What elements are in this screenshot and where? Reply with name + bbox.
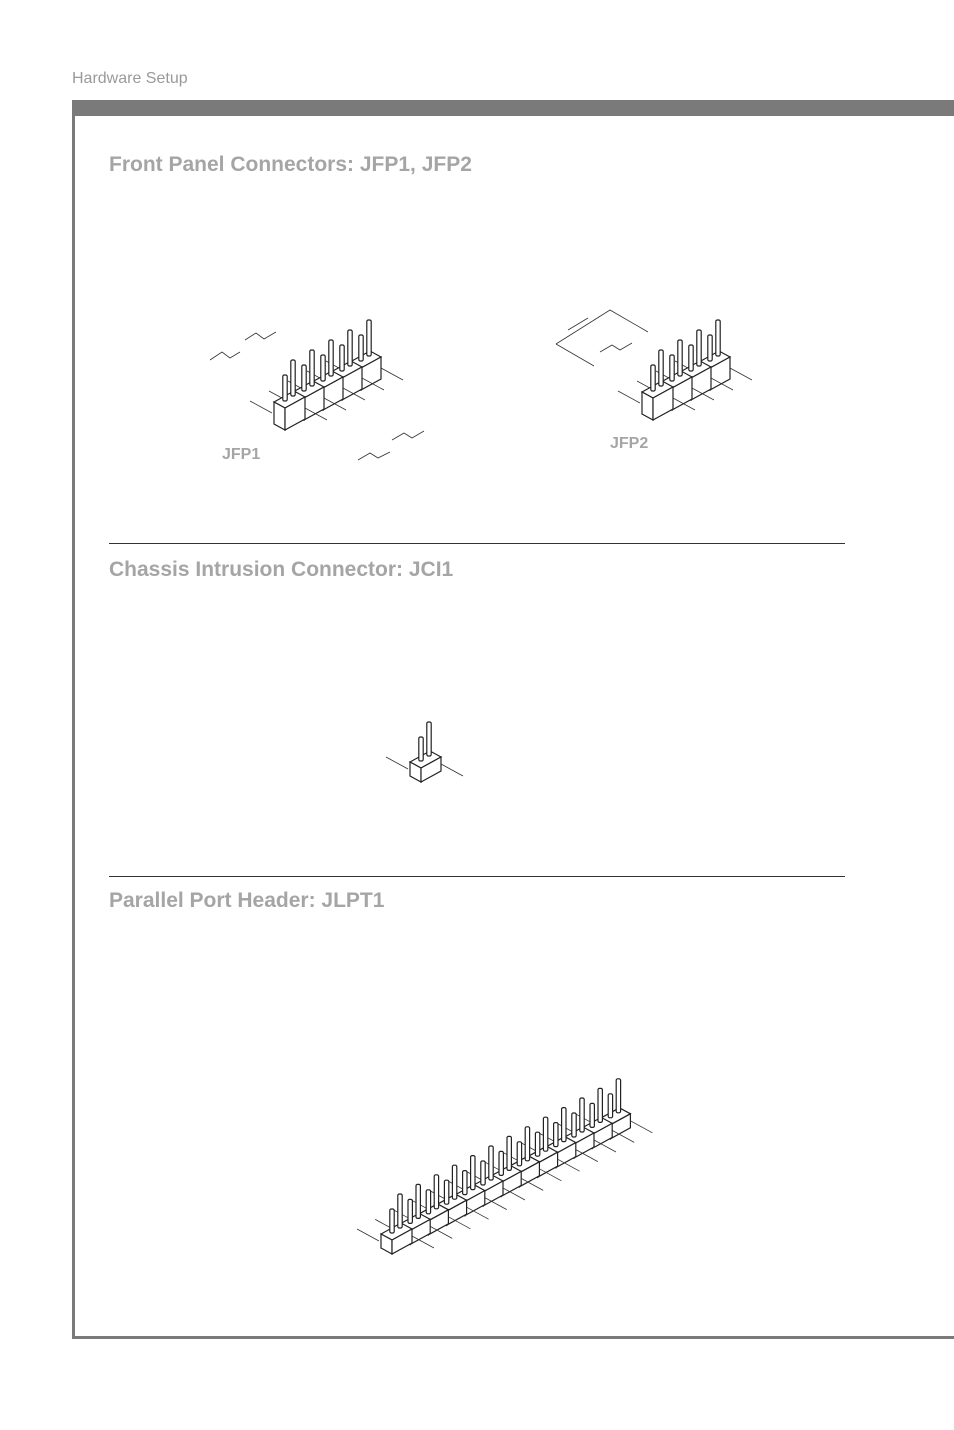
header-pin xyxy=(608,1094,612,1118)
jfp1-leader-line xyxy=(210,352,240,360)
jfp2-bracket-line xyxy=(556,344,594,366)
jfp1-leader-line xyxy=(392,431,424,440)
header-pin xyxy=(525,1127,529,1161)
header-pin xyxy=(329,340,333,376)
header-pin xyxy=(416,1184,420,1218)
jci1-connector-diagram xyxy=(386,722,463,782)
header-pin xyxy=(359,335,363,361)
header-pin xyxy=(499,1151,503,1175)
header-pin xyxy=(507,1136,511,1170)
header-pin xyxy=(598,1088,602,1122)
header-pin xyxy=(543,1117,547,1151)
header-pin xyxy=(471,1156,475,1190)
header-pin xyxy=(580,1098,584,1132)
header-pin xyxy=(291,360,295,396)
header-pin xyxy=(321,355,325,381)
header-pin xyxy=(716,320,720,356)
jfp1-label: JFP1 xyxy=(222,446,261,463)
header-pin xyxy=(554,1123,558,1147)
header-pin xyxy=(708,335,712,361)
header-pin xyxy=(390,1209,394,1233)
pin-leader-line xyxy=(386,757,408,769)
header-pin xyxy=(310,350,314,386)
jlpt1-connector-diagram xyxy=(357,1079,652,1254)
pin-leader-line xyxy=(381,368,403,380)
jfp2-bracket-line xyxy=(556,310,648,344)
header-pin xyxy=(419,737,423,761)
jfp1-leader-line xyxy=(245,332,276,340)
jfp2-bracket-line xyxy=(568,318,588,330)
header-pin xyxy=(678,340,682,376)
header-pin xyxy=(659,350,663,386)
header-pin xyxy=(348,330,352,366)
jfp2-label: JFP2 xyxy=(610,435,649,452)
pin-leader-line xyxy=(730,368,752,380)
pin-leader-line xyxy=(250,401,272,413)
running-head: Hardware Setup xyxy=(72,70,188,87)
header-pin xyxy=(517,1142,521,1166)
header-pin xyxy=(452,1165,456,1199)
header-pin xyxy=(670,355,674,381)
header-pin xyxy=(689,345,693,371)
header-pin xyxy=(481,1161,485,1185)
header-pin xyxy=(651,365,655,391)
header-pin xyxy=(489,1146,493,1180)
jfp2-leader-line xyxy=(600,343,632,352)
section-title-front-panel: Front Panel Connectors: JFP1, JFP2 xyxy=(109,153,472,176)
jfp1-connector-diagram xyxy=(210,320,424,460)
pin-leader-line xyxy=(357,1229,379,1241)
header-pin xyxy=(302,365,306,391)
header-pin xyxy=(427,722,431,756)
header-pin xyxy=(697,330,701,366)
header-pin xyxy=(367,320,371,356)
header-pin xyxy=(562,1108,566,1142)
section-title-parallel-port: Parallel Port Header: JLPT1 xyxy=(109,889,385,912)
header-pin xyxy=(283,375,287,401)
pin-leader-line xyxy=(618,391,640,403)
header-pin xyxy=(616,1079,620,1113)
header-pin xyxy=(398,1194,402,1228)
header-pin xyxy=(444,1180,448,1204)
jfp2-connector-diagram xyxy=(556,310,752,420)
header-pin xyxy=(463,1171,467,1195)
pin-leader-line xyxy=(630,1121,652,1133)
section-title-chassis-intrusion: Chassis Intrusion Connector: JCI1 xyxy=(109,558,454,581)
header-pin xyxy=(535,1132,539,1156)
header-pin xyxy=(572,1113,576,1137)
jfp1-leader-line xyxy=(358,452,390,460)
pin-leader-line xyxy=(441,764,463,776)
header-pin xyxy=(408,1199,412,1223)
header-pin xyxy=(590,1103,594,1127)
header-pin xyxy=(426,1190,430,1214)
header-pin xyxy=(340,345,344,371)
header-pin xyxy=(434,1175,438,1209)
